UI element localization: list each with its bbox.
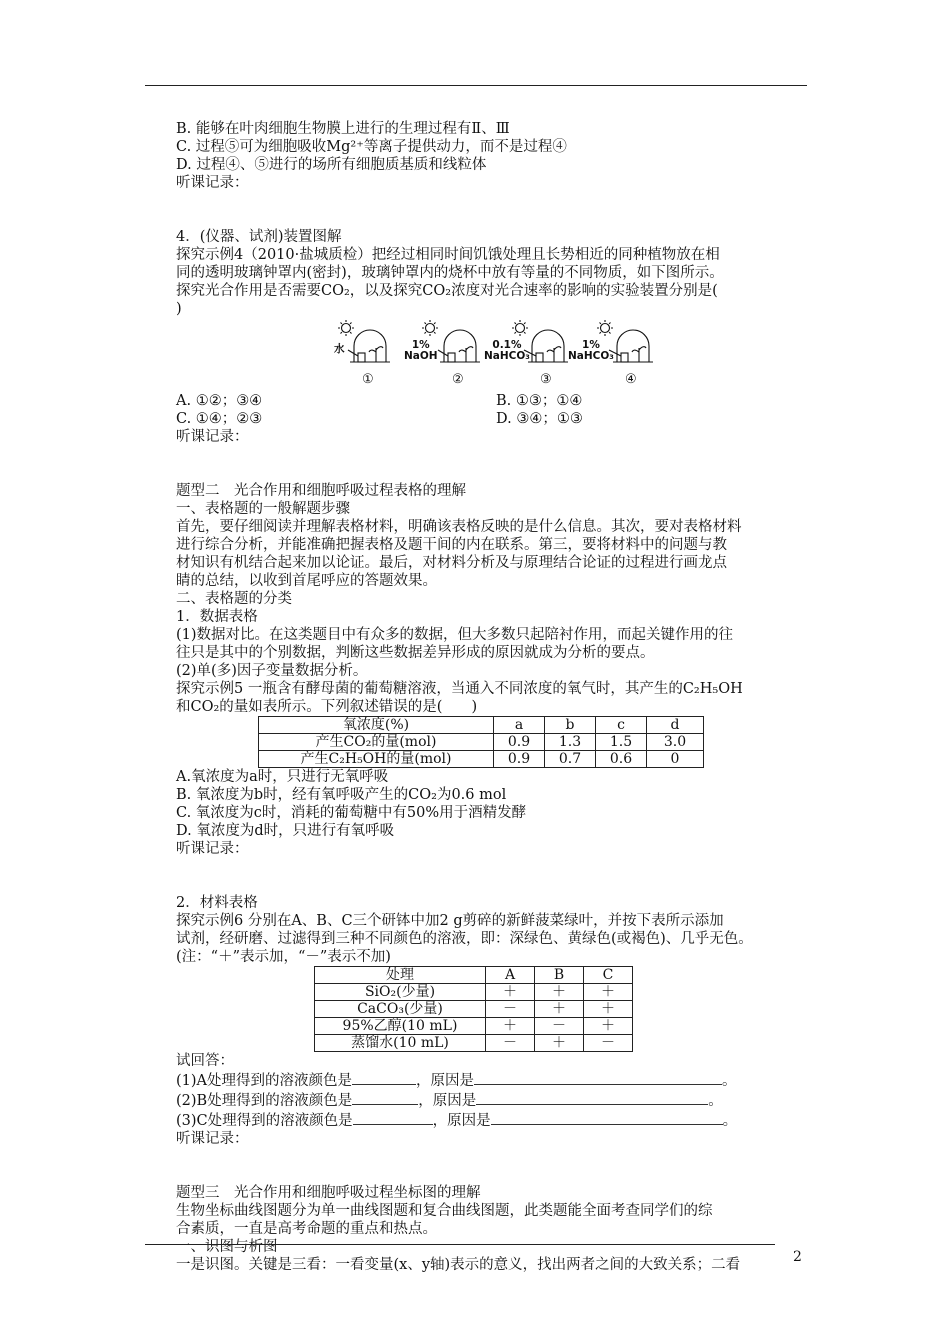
answer-blank[interactable] — [476, 1090, 708, 1105]
table-cell: 0 — [647, 751, 704, 768]
type-3-section — [176, 1184, 816, 1274]
page-content — [176, 120, 816, 1274]
answer-end: 。 — [722, 1073, 737, 1089]
table-cell: 0.9 — [494, 734, 545, 751]
table-cell: 蒸馏水(10 mL) — [315, 1035, 486, 1052]
answer-line — [176, 1110, 816, 1130]
paragraph-line: 首先，要仔细阅读并理解表格材料，明确该表格反映的是什么信息。其次，要对表格材料 — [176, 519, 742, 535]
answer-blank[interactable] — [474, 1070, 722, 1085]
answer-prompt: (3)C处理得到的溶液颜色是 — [176, 1113, 353, 1129]
table-row — [315, 1001, 633, 1018]
answer-blank[interactable] — [353, 1110, 433, 1125]
notes-label: 听课记录： — [176, 175, 249, 191]
table-row — [315, 1018, 633, 1035]
question-stem-line: 探究光合作用是否需要CO₂，以及探究CO₂浓度对光合速率的影响的实验装置分别是( — [176, 283, 718, 299]
table-cell: 1.3 — [545, 734, 596, 751]
footer-rule — [145, 1244, 775, 1245]
table-cell: ＋ — [535, 984, 584, 1001]
figure-label-naoh: 1% NaOH — [404, 339, 438, 362]
page-number: 2 — [793, 1249, 802, 1265]
answer-end: 。 — [708, 1093, 723, 1109]
table-cell: ＋ — [584, 1001, 633, 1018]
option-b: B. ①③；①④ — [496, 393, 583, 409]
apparatus-figure — [332, 320, 662, 390]
table-cell: CaCO₃(少量) — [315, 1001, 486, 1018]
subheading: 1．数据表格 — [176, 609, 258, 625]
sun-icon — [422, 320, 438, 336]
paragraph-line: 一是识图。关键是三看：一看变量(x、y轴)表示的意义，找出两者之间的大致关系；二看 — [176, 1257, 741, 1273]
figure-label-nahco3-high: 1% NaHCO₃ — [568, 339, 614, 362]
paragraph-line: 睛的总结，以收到首尾呼应的答题效果。 — [176, 573, 437, 589]
section-heading: 题型三 光合作用和细胞呼吸过程坐标图的理解 — [176, 1185, 481, 1201]
table-header-row — [315, 967, 633, 984]
figure-number: ③ — [540, 372, 552, 387]
table-cell: ＋ — [584, 984, 633, 1001]
table-cell: 0.6 — [596, 751, 647, 768]
options-row — [176, 392, 816, 410]
table-header-row — [259, 717, 704, 734]
answer-line — [176, 1070, 816, 1090]
answer-blank[interactable] — [491, 1110, 723, 1125]
answer-prompt: ，原因是 — [432, 1113, 491, 1129]
paragraph-line: 生物坐标曲线图题分为单一曲线图题和复合曲线图题，此类题能全面考查同学们的综 — [176, 1203, 713, 1219]
figure-number: ④ — [625, 372, 637, 387]
sun-icon — [338, 320, 354, 336]
oxygen-table — [258, 716, 704, 768]
table-cell: c — [596, 717, 647, 734]
question-stem-line: 试剂，经研磨、过滤得到三种不同颜色的溶液，即：深绿色、黄绿色(或褐色)、几乎无色。 — [176, 931, 753, 947]
sun-icon — [512, 320, 528, 336]
option-c: C. ①④；②③ — [176, 411, 263, 427]
table-cell: ＋ — [535, 1035, 584, 1052]
section-heading: 4．(仪器、试剂)装置图解 — [176, 229, 342, 245]
section-heading: 题型二 光合作用和细胞呼吸过程表格的理解 — [176, 483, 466, 499]
table-cell: 1.5 — [596, 734, 647, 751]
table-cell: － — [535, 1018, 584, 1035]
option-d: D. ③④；①③ — [496, 411, 583, 427]
paragraph-line: 合素质，一直是高考命题的重点和热点。 — [176, 1221, 437, 1237]
subheading: 2．材料表格 — [176, 895, 258, 911]
question-stem-line: 探究示例4（2010·盐城质检）把经过相同时间饥饿处理且长势相近的同种植物放在相 — [176, 247, 720, 263]
option-b: B. 氧浓度为b时，经有氧呼吸产生的CO₂为0.6 mol — [176, 787, 507, 803]
table-cell: － — [486, 1001, 535, 1018]
subheading: 一、识图与析图 — [176, 1239, 278, 1255]
table-row — [259, 734, 704, 751]
question-stem-line: 同的透明玻璃钟罩内(密封)，玻璃钟罩内的烧杯中放有等量的不同物质，如下图所示。 — [176, 265, 724, 281]
table-cell: SiO₂(少量) — [315, 984, 486, 1001]
question3-options-tail — [176, 120, 816, 192]
option-a: A. ①②；③④ — [176, 393, 263, 409]
question-stem-line: (注：“＋”表示加，“－”表示不加) — [176, 949, 391, 965]
table-cell: 产生CO₂的量(mol) — [259, 734, 494, 751]
notes-label: 听课记录： — [176, 429, 249, 445]
paragraph-line: 进行综合分析，并能准确把握表格及题干间的内在联系。第三，要将材料中的问题与教 — [176, 537, 727, 553]
table-cell: 0.9 — [494, 751, 545, 768]
table-cell: 氧浓度(%) — [259, 717, 494, 734]
question-stem-line: 探究示例5 一瓶含有酵母菌的葡萄糖溶液，当通入不同浓度的氧气时，其产生的C₂H₅OH — [176, 681, 743, 697]
answer-blank[interactable] — [352, 1070, 416, 1085]
treatment-table — [314, 966, 633, 1052]
figure-label-water: 水 — [334, 343, 345, 355]
paragraph-line: (2)单(多)因子变量数据分析。 — [176, 663, 368, 679]
table-cell: A — [486, 967, 535, 984]
table-cell: a — [494, 717, 545, 734]
paragraph-line: 往只是其中的个别数据，判断这些数据差异形成的原因就成为分析的要点。 — [176, 645, 655, 661]
paragraph-line: 材知识有机结合起来加以论证。最后，对材料分析及与原理结合论证的过程进行画龙点 — [176, 555, 727, 571]
option-a: A.氧浓度为a时，只进行无氧呼吸 — [176, 769, 389, 785]
answer-intro: 试回答： — [176, 1053, 234, 1069]
table-cell: 3.0 — [647, 734, 704, 751]
section-4 — [176, 228, 816, 446]
table-cell: ＋ — [486, 1018, 535, 1035]
options-row — [176, 410, 816, 428]
question-stem-line: ) — [176, 301, 182, 317]
table-cell: ＋ — [535, 1001, 584, 1018]
paragraph-line: (1)数据对比。在这类题目中有众多的数据，但大多数只起陪衬作用，而起关键作用的往 — [176, 627, 734, 643]
table-cell: 产生C₂H₅OH的量(mol) — [259, 751, 494, 768]
table-cell: － — [486, 1035, 535, 1052]
answer-end: 。 — [722, 1113, 738, 1129]
notes-label: 听课记录： — [176, 1131, 249, 1147]
option-c: C. 过程⑤可为细胞吸收Mg²⁺等离子提供动力，而不是过程④ — [176, 139, 567, 155]
answer-line — [176, 1090, 816, 1110]
answer-prompt: ，原因是 — [416, 1073, 475, 1089]
subheading: 一、表格题的一般解题步骤 — [176, 501, 350, 517]
table-cell: ＋ — [486, 984, 535, 1001]
option-c: C. 氧浓度为c时，消耗的葡萄糖中有50%用于酒精发酵 — [176, 805, 527, 821]
subheading: 二、表格题的分类 — [176, 591, 292, 607]
sun-icon — [597, 320, 613, 336]
question-stem-line: 探究示例6 分别在A、B、C三个研钵中加2 g剪碎的新鲜菠菜绿叶，并按下表所示添加 — [176, 913, 724, 929]
table-row — [315, 1035, 633, 1052]
table-cell: C — [584, 967, 633, 984]
question-stem-line: 和CO₂的量如表所示。下列叙述错误的是( ) — [176, 699, 478, 715]
table-cell: b — [545, 717, 596, 734]
figure-label-nahco3-low: 0.1% NaHCO₃ — [484, 339, 530, 362]
option-d: D. 过程④、⑤进行的场所有细胞质基质和线粒体 — [176, 157, 487, 173]
table-cell: ＋ — [584, 1018, 633, 1035]
table-cell: 95%乙醇(10 mL) — [315, 1018, 486, 1035]
option-d: D. 氧浓度为d时，只进行有氧呼吸 — [176, 823, 395, 839]
option-b: B. 能够在叶肉细胞生物膜上进行的生理过程有Ⅱ、Ⅲ — [176, 121, 510, 137]
notes-label: 听课记录： — [176, 841, 249, 857]
header-rule — [145, 85, 807, 86]
table-row — [315, 984, 633, 1001]
figure-number: ② — [452, 372, 464, 387]
table-cell: － — [584, 1035, 633, 1052]
table-cell: B — [535, 967, 584, 984]
type-2-section — [176, 482, 816, 1148]
table-cell: d — [647, 717, 704, 734]
answer-prompt: (1)A处理得到的溶液颜色是 — [176, 1073, 353, 1089]
table-row — [259, 751, 704, 768]
figure-number: ① — [362, 372, 374, 387]
answer-prompt: (2)B处理得到的溶液颜色是 — [176, 1093, 353, 1109]
table-cell: 0.7 — [545, 751, 596, 768]
answer-blank[interactable] — [352, 1090, 418, 1105]
answer-prompt: ，原因是 — [418, 1093, 477, 1109]
table-cell: 处理 — [315, 967, 486, 984]
